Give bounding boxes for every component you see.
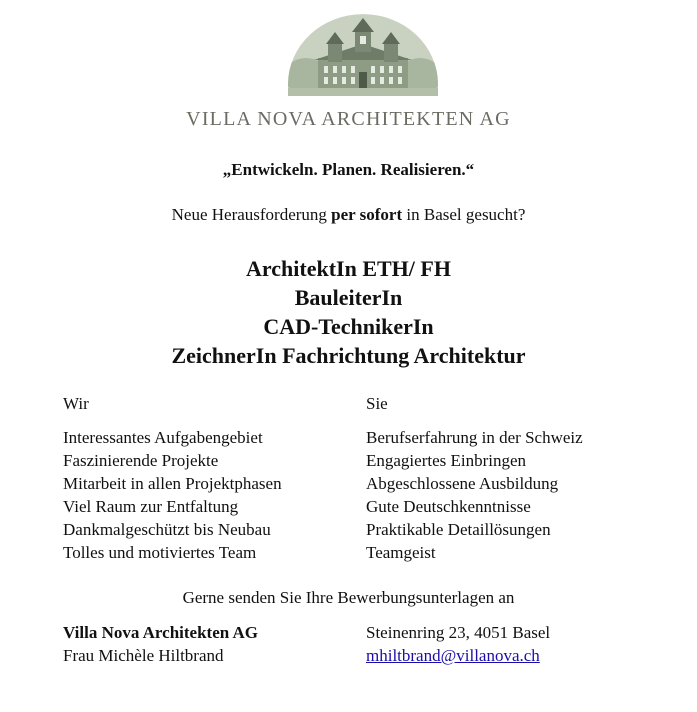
villa-building-icon <box>288 14 438 96</box>
closing-text: Gerne senden Sie Ihre Bewerbungsunterlagen an <box>182 588 515 607</box>
email-link[interactable]: mhiltbrand@villanova.ch <box>366 646 540 665</box>
wir-item: Interessantes Aufgabengebiet <box>63 428 263 447</box>
sie-item: Gute Deutschkenntnisse <box>366 497 531 516</box>
positions-list <box>0 254 697 370</box>
wir-item: Faszinierende Projekte <box>63 451 219 470</box>
contact-address: Steinenring 23, 4051 Basel <box>366 623 551 642</box>
sie-list <box>366 426 583 564</box>
question-bold: per sofort <box>331 205 403 224</box>
position-title: CAD-TechnikerIn <box>263 314 434 339</box>
slogan: „Entwickeln. Planen. Realisieren.“ <box>222 160 475 179</box>
wir-item: Viel Raum zur Entfaltung <box>63 497 239 516</box>
contact-person: Frau Michèle Hiltbrand <box>63 646 224 665</box>
company-name: VILLA NOVA ARCHITEKTEN AG <box>186 108 511 130</box>
wir-list <box>63 426 282 564</box>
sie-heading: Sie <box>366 394 388 413</box>
contact-company: Villa Nova Architekten AG <box>63 623 259 642</box>
job-question <box>0 205 697 225</box>
contact-right <box>366 621 550 667</box>
position-title: BauleiterIn <box>294 285 403 310</box>
position-title: ZeichnerIn Fachrichtung Architektur <box>171 343 526 368</box>
sie-item: Teamgeist <box>366 543 436 562</box>
sie-item: Berufserfahrung in der Schweiz <box>366 428 583 447</box>
wir-item: Mitarbeit in allen Projektphasen <box>63 474 282 493</box>
sie-item: Engagiertes Einbringen <box>366 451 527 470</box>
wir-heading: Wir <box>63 394 89 413</box>
sie-item: Abgeschlossene Ausbildung <box>366 474 559 493</box>
question-post: in Basel gesucht? <box>402 205 526 224</box>
wir-item: Dankmalgeschützt bis Neubau <box>63 520 271 539</box>
sie-item: Praktikable Detaillösungen <box>366 520 551 539</box>
question-pre: Neue Herausforderung <box>171 205 332 224</box>
contact-left <box>63 621 258 667</box>
position-title: ArchitektIn ETH/ FH <box>246 256 451 281</box>
wir-item: Tolles und motiviertes Team <box>63 543 257 562</box>
